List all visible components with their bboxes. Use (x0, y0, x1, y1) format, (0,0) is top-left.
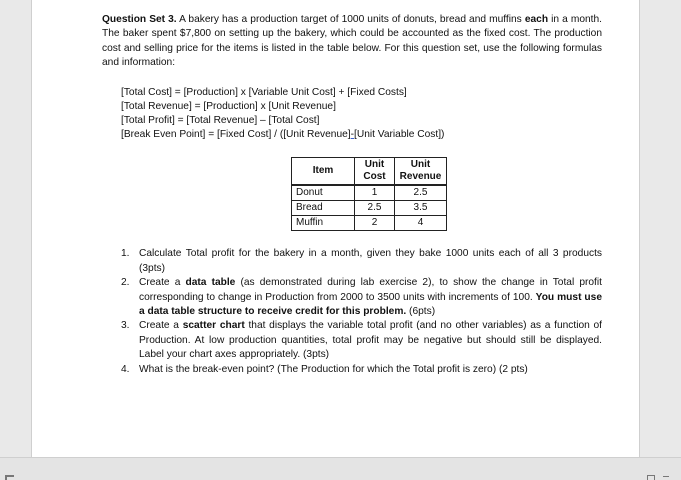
formula-total-revenue: [Total Revenue] = [Production] x [Unit Revenue] (121, 100, 336, 112)
question-set-label: Question Set 3. (102, 14, 177, 25)
formula-break-even-minus: - (350, 129, 355, 141)
intro-bold-each: each (524, 14, 549, 25)
cell-unit-cost: 2 (355, 216, 395, 231)
cell-item: Bread (292, 201, 355, 216)
table-row (292, 201, 447, 216)
cell-item: Donut (292, 185, 355, 201)
question-text: What is the break-even point? (The Production for which the Total profit is zero) (2 pts) (139, 363, 528, 375)
cost-revenue-table (291, 157, 447, 231)
formula-total-profit: [Total Profit] = [Total Revenue] – [Total Cost] (121, 115, 320, 127)
formula-break-even-part2: [Unit Variable Cost]) (354, 129, 445, 141)
page-content (102, 13, 602, 377)
question-number: 2. (121, 277, 130, 289)
header-unit-cost-line1: Unit (364, 159, 385, 171)
formula-list (121, 86, 602, 143)
question-bold-term: data table (185, 277, 236, 289)
table-row (292, 185, 447, 201)
question-number: 4. (121, 363, 130, 375)
bottom-toolbar (0, 457, 681, 480)
question-item (121, 276, 602, 319)
window-icon[interactable] (647, 475, 655, 480)
minimize-icon[interactable] (663, 476, 669, 480)
intro-text-2: in a month. The baker spent $7,800 on setting up the bakery, which could be accounted as the fixed cost. The production cost and selling price for the items is listed in the table below. For this question set, use the following formulas and information: (102, 14, 602, 69)
question-bold-requirement: You must use a data table structure to receive credit for this problem. (139, 291, 602, 318)
question-bold-term: scatter chart (182, 320, 245, 332)
question-text-part: that displays the variable total profit (and no other variables) as a function of Production. At low production quantities, total profit may be negative but should still be displayed. Label your chart axes appropriately. (3pts) (139, 320, 603, 361)
document-page (31, 0, 640, 457)
formula-total-cost: [Total Cost] = [Production] x [Variable Unit Cost] + [Fixed Costs] (121, 86, 407, 98)
cell-unit-cost: 1 (355, 185, 395, 201)
question-text-part: Create a (139, 320, 183, 332)
cell-unit-revenue: 2.5 (395, 185, 447, 201)
formula-break-even (121, 128, 602, 142)
cost-table-wrapper (291, 157, 602, 231)
question-list (121, 247, 602, 377)
question-text: Calculate Total profit for the bakery in a month, given they bake 1000 units each of all 3 products (3pts) (139, 248, 602, 274)
corner-resize-icon[interactable] (5, 475, 14, 480)
formula-break-even-part1: [Break Even Point] = [Fixed Cost] / ([Unit Revenue] (121, 129, 351, 141)
question-number: 1. (121, 248, 130, 260)
table-row (292, 216, 447, 231)
header-unit-revenue-line2: Revenue (399, 171, 442, 183)
question-item (121, 247, 602, 276)
question-number: 3. (121, 320, 130, 332)
question-text-part: Create a (139, 277, 186, 289)
cell-unit-revenue: 4 (395, 216, 447, 231)
question-item (121, 319, 602, 362)
intro-paragraph (102, 13, 602, 71)
header-unit-cost (355, 158, 395, 186)
question-text-part: (as demonstrated during lab exercise 2), to show the change in Total profit corresponding to change in Production from 2000 to 3500 units with increments of 100. (139, 277, 602, 303)
header-unit-cost-line2: Cost (363, 171, 386, 183)
question-text-part: (6pts) (406, 306, 436, 318)
question-item (121, 363, 602, 377)
cell-item: Muffin (292, 216, 355, 231)
cell-unit-cost: 2.5 (355, 201, 395, 216)
cell-unit-revenue: 3.5 (395, 201, 447, 216)
header-unit-revenue-line1: Unit (410, 159, 431, 171)
header-item: Item (292, 158, 355, 186)
intro-text-1: A bakery has a production target of 1000 units of donuts, bread and muffins (176, 14, 525, 25)
header-unit-revenue (395, 158, 447, 186)
table-header-row (292, 158, 447, 186)
